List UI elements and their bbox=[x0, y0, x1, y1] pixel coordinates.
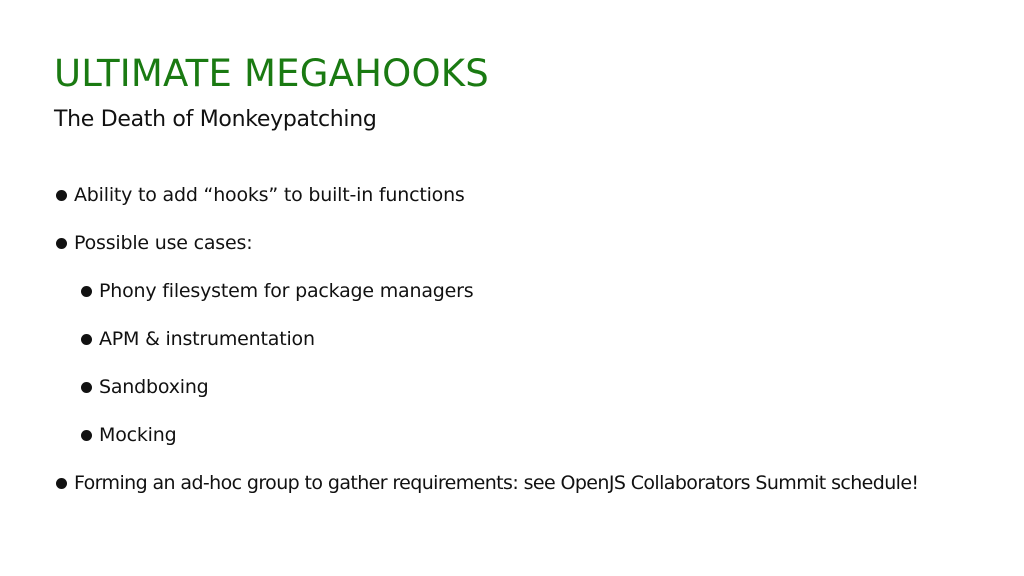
sub-bullet-item bbox=[81, 324, 315, 354]
bullet-text: Forming an ad-hoc group to gather requirements: see OpenJS Collaborators Summit schedule! bbox=[74, 472, 919, 494]
bullet-dot-icon bbox=[56, 190, 67, 201]
sub-bullet-item bbox=[81, 372, 209, 402]
sub-bullet-item bbox=[81, 420, 176, 450]
bullet-item bbox=[56, 468, 918, 498]
bullet-dot-icon bbox=[56, 238, 67, 249]
bullet-item bbox=[56, 228, 252, 258]
bullet-dot-icon bbox=[81, 334, 92, 345]
bullet-dot-icon bbox=[81, 430, 92, 441]
bullet-dot-icon bbox=[81, 382, 92, 393]
bullet-text: Possible use cases: bbox=[74, 232, 253, 254]
bullet-text: Mocking bbox=[99, 424, 177, 446]
bullet-text: Sandboxing bbox=[99, 376, 209, 398]
bullet-item bbox=[56, 180, 465, 210]
slide-subtitle: The Death of Monkeypatching bbox=[54, 107, 377, 132]
slide-title: ULTIMATE MEGAHOOKS bbox=[54, 52, 489, 95]
bullet-text: Phony filesystem for package managers bbox=[99, 280, 474, 302]
bullet-text: APM & instrumentation bbox=[99, 328, 315, 350]
bullet-dot-icon bbox=[56, 478, 67, 489]
bullet-text: Ability to add “hooks” to built-in functions bbox=[74, 184, 465, 206]
sub-bullet-item bbox=[81, 276, 473, 306]
bullet-dot-icon bbox=[81, 286, 92, 297]
